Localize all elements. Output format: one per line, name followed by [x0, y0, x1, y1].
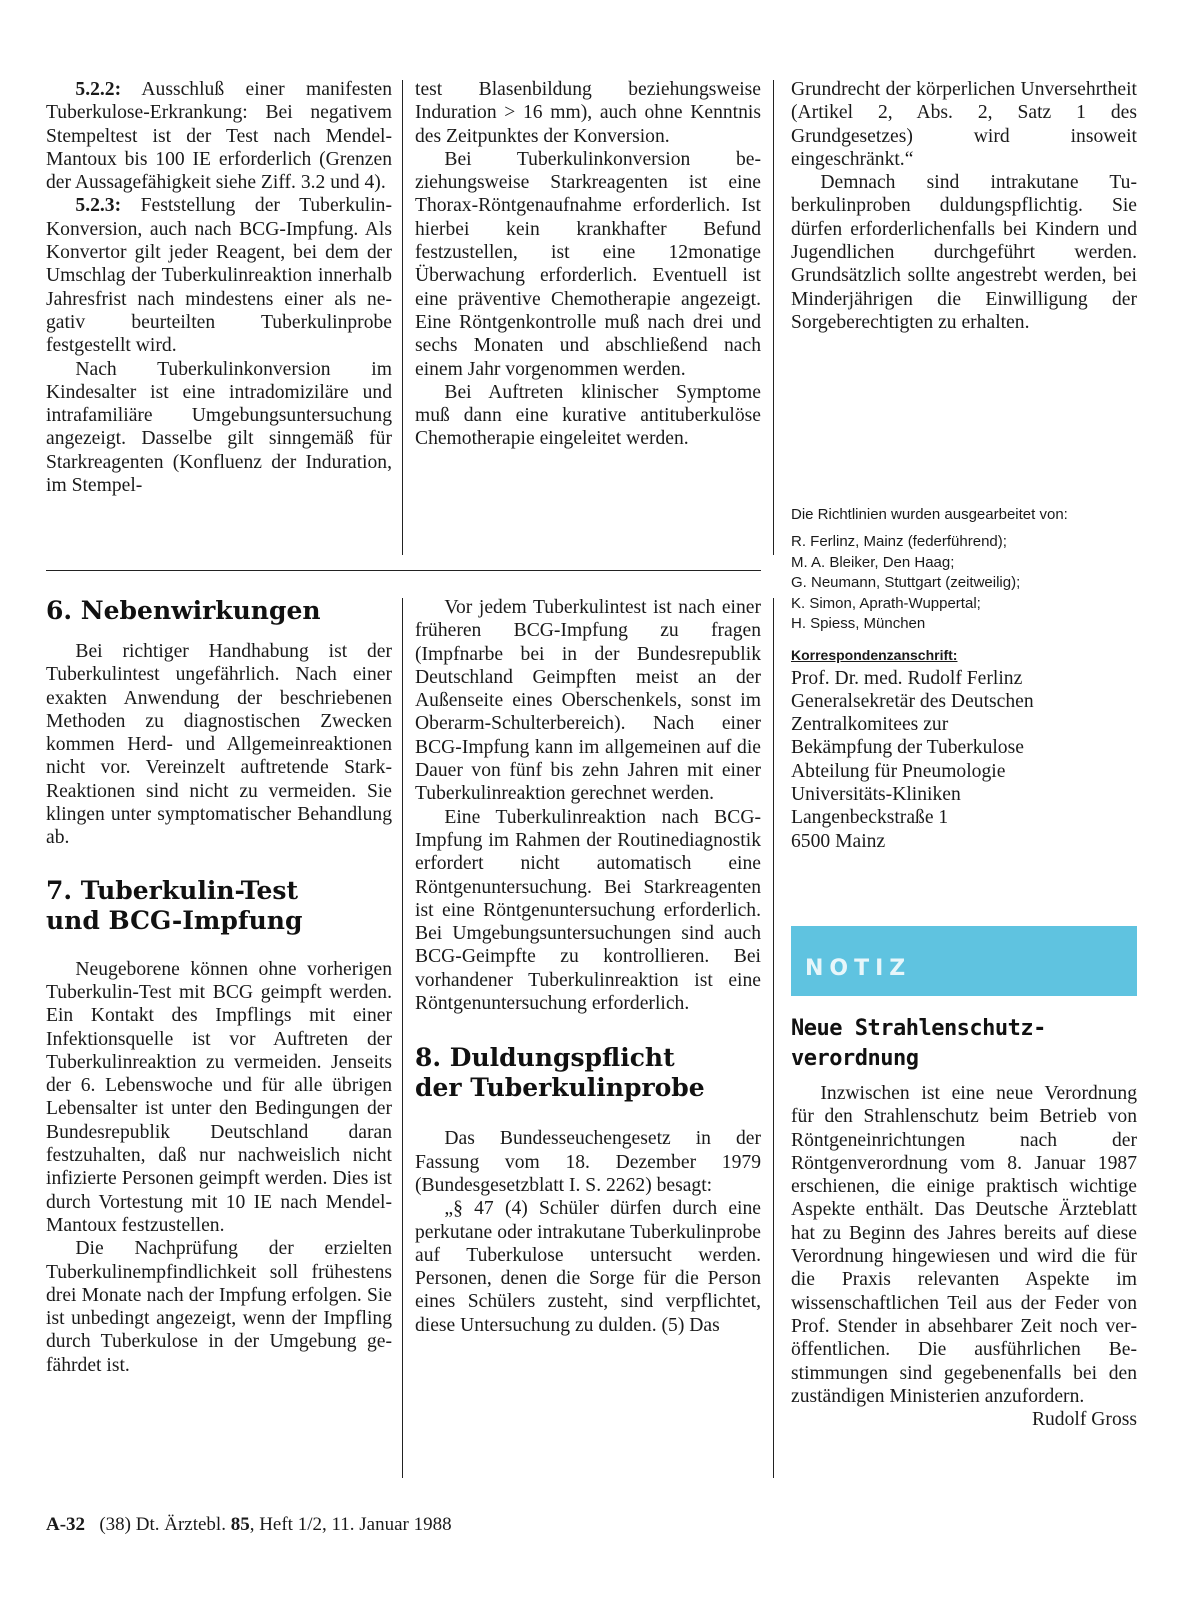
column-divider: [402, 598, 403, 1478]
paragraph: Bei Tuberkulinkonversion beziehungsweise Starkreagenten ist eine Thorax-Röntgenaufnahme erforderlich. Ist hierbei kein krankhafter Befund festzustellen, ist eine 12monatige Überwachung erforderlich. Eventuell ist eine präventive Chemotherapie angezeigt. Eine Röntgenkontrolle muß nach drei und sechs Monaten und abschließend nach einem Jahr vorgenommen werden.: [415, 148, 761, 380]
paragraph: „§ 47 (4) Schüler dürfen durch eine perkutane oder intrakutane Tuberkulinprobe auf Tuberkulose untersucht werden. Personen, denen die Sorge für die Person eines Schülers zusteht, sind verpflichtet, diese Untersuchung zu dulden. (5) Das: [415, 1198, 761, 1336]
footer-issue: , Heft 1/2, 11. Januar 1988: [249, 1514, 452, 1535]
paragraph: Demnach sind intrakutane Tuberkulinproben duldungspflichtig. Sie dürfen erforderlichenfalls bei Kindern und Jugendlichen durchgeführt werden. Grundsätzlich sollte angestrebt werden, bei Minderjährigen die Einwilligung der Sorgeberechtigten zu erhalten.: [791, 172, 1137, 333]
notiz-label: NOTIZ: [805, 956, 912, 981]
page-number: A-32: [46, 1514, 86, 1535]
paragraph: Neugeborene können ohne vorherigen Tuberkulin-Test mit BCG geimpft werden. Ein Kontakt des Impflings mit einer Infektionsquelle ist vor Auftreten der Tuberkulinreaktion zu vermeiden. Jenseits der 6. Lebenswoche und für alle übrigen Lebensalter ist unter den Bedingungen der Bundesrepublik Deutschland daran festzuhalten, daß nur nachweislich nicht infizierte Personen geimpft werden. Dies ist durch Vortestung mit 10 IE nach Mendel-Mantoux festzustellen.: [46, 958, 392, 1236]
credit-name: G. Neumann, Stuttgart (zeitweilig);: [791, 574, 1021, 591]
column-3-top: [791, 78, 1137, 334]
address-line: Prof. Dr. med. Rudolf Ferlinz: [791, 667, 1023, 689]
correspondence-label: Korrespondenzanschrift:: [791, 646, 958, 663]
column-1-bottom: [46, 596, 392, 1377]
notiz-banner: [791, 926, 1137, 996]
paragraph: Grundrecht der körperlichen Unversehrtheit (Artikel 2, Abs. 2, Satz 1 des Grundgesetzes) wird insoweit eingeschränkt.“: [791, 79, 1137, 170]
paragraph: Eine Tuberkulinreaktion nach BCG-Impfung im Rahmen der Routinediagnostik erfordert nicht automatisch eine Röntgenuntersuchung. Bei Starkreagenten ist eine Röntgenuntersuchung erforderlich. Bei Umgebungsuntersuchungen sind auch BCG-Geimpfte zu kontrollieren. Bei vorhandener Tuberkulinreaktion ist eine Röntgenuntersuchung erforderlich.: [415, 806, 761, 1015]
credit-name: K. Simon, Aprath-Wuppertal;: [791, 594, 981, 612]
notiz-article: [791, 1014, 1137, 1431]
column-divider: [773, 80, 774, 555]
column-1-top: [46, 78, 392, 497]
credit-name: H. Spiess, München: [791, 615, 926, 632]
address-line: Langenbeckstraße 1: [791, 807, 949, 829]
footer-citation: (38) Dt. Ärztebl.: [99, 1514, 226, 1535]
address-line: Abteilung für Pneumologie: [791, 760, 1006, 782]
column-divider: [402, 80, 403, 555]
paragraph-5-2-2: 5.2.2: Ausschluß einer manifesten Tuberkulose-Erkrankung: Bei negativem Stempeltest ist der Test nach Mendel-Mantoux bis 100 IE erforderlich (Grenzen der Aussagefähigkeit siehe Ziff. 3.2 und 4).: [46, 79, 392, 194]
horizontal-divider: [46, 570, 761, 571]
address-line: 6500 Mainz: [791, 830, 886, 852]
column-2-top: [415, 78, 761, 451]
paragraph-5-2-3: 5.2.3: Feststellung der Tuberkulin-Konversion, auch nach BCG-Impfung. Als Konvertor gilt jeder Reagent, bei dem der Umschlag der Tuberkulinreaktion innerhalb Jahresfrist nach mindestens einer als negativ beurteilten Tuberkulinprobe festgestellt wird.: [46, 195, 392, 357]
notiz-title: Neue Strahlenschutz- verordnung: [791, 1016, 1046, 1071]
address-line: Generalsekretär des Deutschen: [791, 690, 1034, 712]
paragraph: Bei richtiger Handhabung ist der Tuberkulintest ungefährlich. Nach einer exakten Anwendung der beschriebenen Methoden zu diagnostischen Zwecken kommen Herd- und Allgemeinreaktionen nicht vor. Vereinzelt auftretende Stark-Reaktionen sind nicht zu vermeiden. Sie klingen unter symptomatischer Behandlung ab.: [46, 641, 392, 849]
paragraph: Das Bundesseuchengesetz in der Fassung vom 18. Dezember 1979 (Bundesgesetzblatt I. S. 2262) besagt:: [415, 1128, 761, 1196]
paragraph: Vor jedem Tuberkulintest ist nach einer früheren BCG-Impfung zu fragen (Impfnarbe bei in der Bundesrepublik Deutschland Geimpften meist an der Außenseite eines Oberschenkels, sonst im Oberarm-Schulterbereich). Nach einer BCG-Impfung kann im allgemeinen auf die Dauer von fünf bis zehn Jahren mit einer Tuberkulinreaktion gerechnet werden.: [415, 597, 761, 805]
address-line: Bekämpfung der Tuberkulose: [791, 737, 1024, 759]
column-2-bottom: [415, 596, 761, 1337]
section-heading-6: 6. Nebenwirkungen: [46, 596, 321, 625]
paragraph: test Blasenbildung beziehungsweise Induration > 16 mm), auch ohne Kenntnis des Zeitpunktes der Konversion.: [415, 79, 761, 147]
address-line: Universitäts-Kliniken: [791, 783, 961, 805]
paragraph: Bei Auftreten klinischer Symptome muß dann eine kurative antituberkulöse Chemotherapie eingeleitet werden.: [415, 381, 761, 450]
section-heading-8: 8. Duldungspflicht der Tuberkulinprobe: [415, 1043, 705, 1103]
page-footer: [46, 1514, 452, 1536]
section-number: 5.2.3:: [75, 195, 122, 217]
column-divider: [773, 598, 774, 1478]
footer-volume: 85: [230, 1514, 250, 1535]
section-number: 5.2.2:: [75, 79, 122, 100]
credits-heading: Die Richtlinien wurden ausgearbeitet von:: [791, 506, 1068, 523]
paragraph: Nach Tuberkulinkonversion im Kindesalter ist eine intradomiziläre und intrafamiliäre Umgebungsuntersuchung angezeigt. Dasselbe gilt sinngemäß für Starkreagenten (Konfluenz der Induration, im Stempel-: [46, 358, 392, 497]
credit-name: M. A. Bleiker, Den Haag;: [791, 553, 955, 571]
notiz-paragraph: Inzwischen ist eine neue Verordnung für den Strahlenschutz beim Betrieb von Röntgeneinrichtungen nach der Röntgenverordnung vom 8. Januar 1987 erschienen, die einige praktisch wichtige Aspekte enthält. Das Deutsche Ärzteblatt hat zu Beginn des Jahres bereits auf diese Verordnung hingewiesen und wird die für die Praxis relevanten Aspekte im wissenschaftlichen Teil aus der Feder von Prof. Stender in absehbarer Zeit noch veröffentlichen. Die ausführlichen Bestimmungen sind gegebenenfalls bei den zuständigen Ministerien anzufordern. Rudolf Gross: [791, 1083, 1137, 1431]
notiz-signature: Rudolf Gross: [1031, 1409, 1137, 1431]
credits-block: [791, 505, 1137, 853]
section-heading-7: 7. Tuberkulin-Test und BCG-Impfung: [46, 875, 303, 935]
address-line: Zentralkomitees zur: [791, 714, 949, 736]
credit-name: R. Ferlinz, Mainz (federführend);: [791, 533, 1007, 550]
paragraph: Die Nachprüfung der erzielten Tuberkulinempfindlichkeit soll frühestens drei Monate nach der Impfung erfolgen. Sie ist unbedingt angezeigt, wenn der Impfling durch Tuberkulose in der Umgebung gefährdet ist.: [46, 1238, 392, 1376]
